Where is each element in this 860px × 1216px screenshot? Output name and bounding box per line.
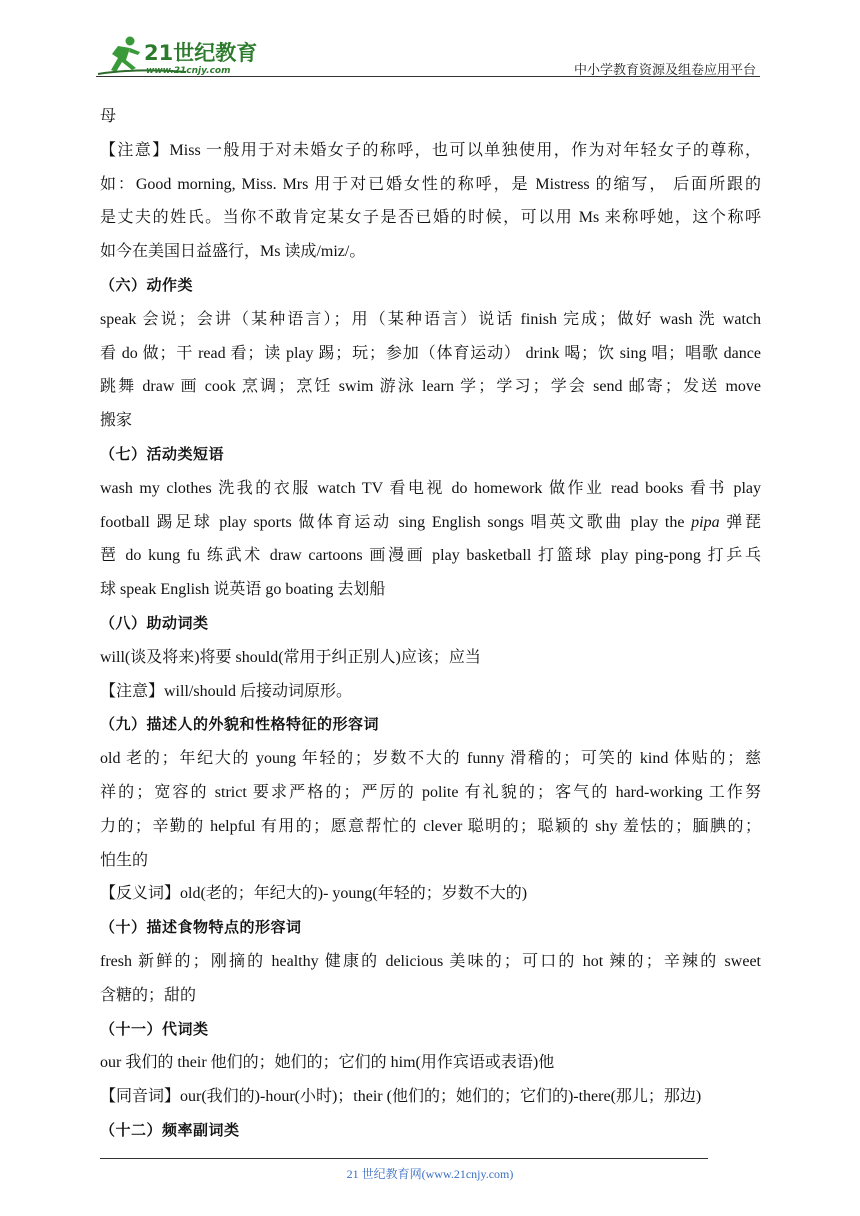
text-line: fresh 新鲜的；刚摘的 healthy 健康的 delicious 美味的；可口的 hot 辣的；辛辣的 sweet	[100, 952, 761, 970]
text-line: 祥的；宽容的 strict 要求严格的；严厉的 polite 有礼貌的；客气的 hard-working 工作努	[100, 783, 761, 801]
text-line: our 我们的 their 他们的；她们的；它们的 him(用作宾语或表语)他	[100, 1054, 555, 1072]
section-heading: （十二）频率副词类	[100, 1120, 240, 1139]
runner-icon	[111, 37, 140, 73]
logo-main-text: 21世纪教育	[144, 41, 258, 65]
site-logo	[96, 34, 266, 78]
text-line: 力的；辛勤的 helpful 有用的；愿意帮忙的 clever 聪明的；聪颖的 shy 羞怯的；腼腆的；	[100, 817, 761, 835]
italic-term: pipa	[691, 513, 720, 531]
section-heading: （九）描述人的外貌和性格特征的形容词	[100, 715, 380, 734]
text-line: 如：Good morning, Miss. Mrs 用于对已婚女性的称呼，是 Mistress 的缩写， 后面所跟的	[100, 175, 761, 193]
text-line: speak 会说；会讲（某种语言）；用（某种语言）说话 finish 完成；做好 wash 洗 watch	[100, 310, 761, 328]
logo-url-text: www.21cnjy.com	[146, 66, 231, 76]
section-heading: （十一）代词类	[100, 1019, 209, 1038]
text-line: 【注意】will/should 后接动词原形。	[100, 682, 353, 700]
text-line: will(谈及将来)将要 should(常用于纠正别人)应该；应当	[100, 648, 481, 666]
text-line: 【同音词】our(我们的)-hour(小时)；their (他们的；她们的；它们的)-there(那儿；那边)	[100, 1088, 702, 1106]
text-line: 【注意】Miss 一般用于对未婚女子的称呼，也可以单独使用，作为对年轻女子的尊称，	[100, 141, 761, 159]
section-heading: （八）助动词类	[100, 613, 209, 632]
text-line: wash my clothes 洗我的衣服 watch TV 看电视 do homework 做作业 read books 看书 play	[100, 479, 761, 497]
text-line: 含糖的；甜的	[100, 986, 197, 1004]
text-line: 母	[100, 108, 117, 125]
text-line: 是丈夫的姓氏。当你不敢肯定某女子是否已婚的时候，可以用 Ms 来称呼她，这个称呼	[100, 209, 761, 227]
footer-text: 21 世纪教育网(www.21cnjy.com)	[346, 1167, 514, 1181]
text-line: 如今在美国日益盛行，Ms 读成/miz/。	[100, 243, 366, 261]
header-divider	[96, 76, 760, 77]
text-line: 跳舞 draw 画 cook 烹调；烹饪 swim 游泳 learn 学；学习；学会 send 邮寄；发送 move	[100, 378, 761, 396]
text-line: 球 speak English 说英语 go boating 去划船	[100, 581, 386, 599]
text-line: 搬家	[100, 412, 133, 430]
footer-divider	[100, 1158, 708, 1159]
text-line: football 踢足球 play sports 做体育运动 sing English songs 唱英文歌曲 play the pipa 弹琵	[100, 513, 761, 531]
text-line: 看 do 做；干 read 看；读 play 踢；玩；参加（体育运动） drink 喝；饮 sing 唱；唱歌 dance	[100, 344, 761, 362]
text-line: 【反义词】old(老的；年纪大的)- young(年轻的；岁数不大的)	[100, 885, 528, 903]
text-line: 琶 do kung fu 练武术 draw cartoons 画漫画 play basketball 打篮球 play ping-pong 打乒乓	[100, 547, 761, 565]
text-line: old 老的；年纪大的 young 年轻的；岁数不大的 funny 滑稽的；可笑的 kind 体贴的；慈	[100, 750, 761, 768]
section-heading: （七）活动类短语	[100, 444, 225, 463]
section-heading: （十）描述食物特点的形容词	[100, 918, 302, 937]
document-body	[100, 100, 761, 1148]
text-line: 怕生的	[100, 851, 149, 869]
section-heading: （六）动作类	[100, 275, 194, 294]
platform-name: 中小学教育资源及组卷应用平台	[573, 62, 756, 77]
